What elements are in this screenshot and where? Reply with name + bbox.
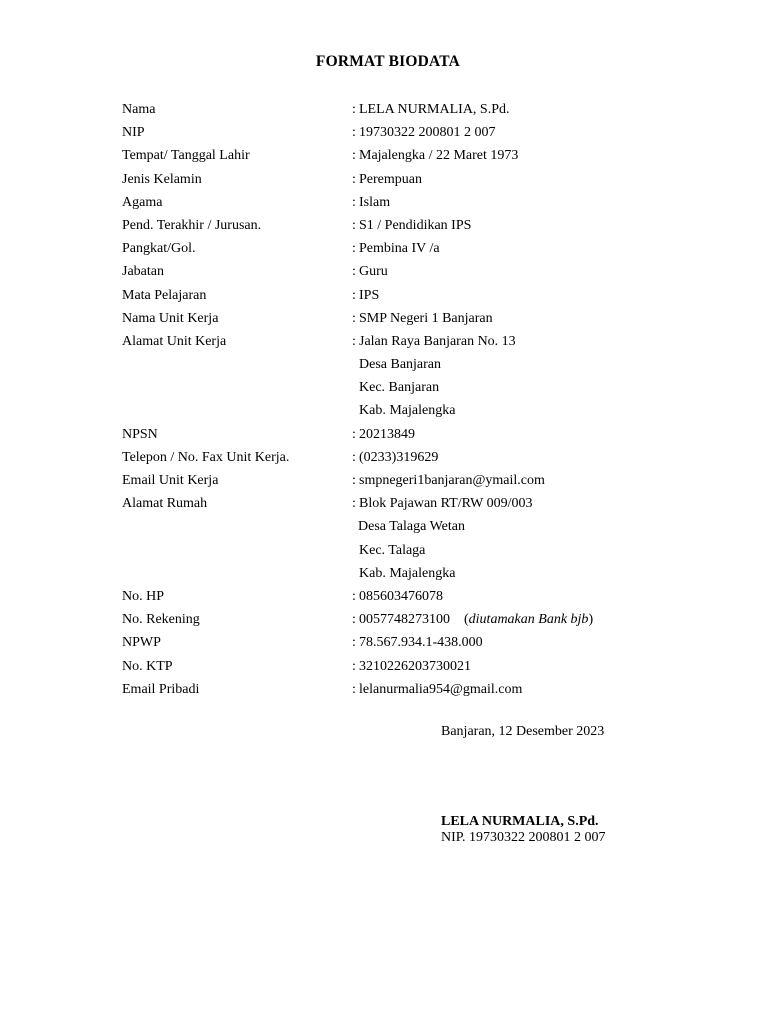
field-value: lelanurmalia954@gmail.com: [359, 681, 523, 697]
field-colon: :: [352, 148, 356, 164]
field-value: Majalengka / 22 Maret 1973: [359, 148, 519, 164]
field-value: 3210226203730021: [359, 658, 471, 674]
field-value: IPS: [359, 287, 380, 303]
signature-name: LELA NURMALIA, S.Pd.: [441, 814, 599, 829]
field-row-work-address-line: [122, 376, 682, 399]
field-row-birth: [122, 144, 682, 167]
field-value: 78.567.934.1-438.000: [359, 635, 483, 651]
field-value: Jalan Raya Banjaran No. 13: [359, 333, 516, 349]
field-colon: :: [352, 426, 356, 442]
field-colon: :: [352, 125, 356, 141]
field-value-continuation: Kec. Banjaran: [359, 380, 440, 396]
field-row-home-address: [122, 492, 682, 515]
field-value-continuation: Kec. Talaga: [359, 542, 426, 558]
signature-nip: NIP. 19730322 200801 2 007: [441, 830, 606, 845]
field-row-work-unit: [122, 307, 682, 330]
field-colon: :: [352, 310, 356, 326]
field-value: S1 / Pendidikan IPS: [359, 217, 472, 233]
field-value: Guru: [359, 264, 388, 280]
field-value: Blok Pajawan RT/RW 009/003: [359, 496, 533, 512]
field-colon: :: [352, 333, 356, 349]
field-colon: :: [352, 588, 356, 604]
field-row-phone-fax: [122, 446, 682, 469]
field-value-continuation: Desa Banjaran: [359, 357, 442, 373]
field-value: LELA NURMALIA, S.Pd.: [359, 102, 510, 117]
field-row-subject: [122, 284, 682, 307]
field-colon: :: [352, 171, 356, 187]
field-row-education: [122, 214, 682, 237]
field-label: Alamat Rumah: [122, 496, 208, 512]
field-row-work-address-line: [122, 353, 682, 376]
field-value: 0057748273100: [359, 612, 450, 628]
field-row-npsn: [122, 423, 682, 446]
field-colon: :: [352, 264, 356, 280]
field-row-gender: [122, 168, 682, 191]
field-label: No. Rekening: [122, 612, 200, 628]
field-row-home-address-line: [122, 539, 682, 562]
biodata-fields: [122, 98, 682, 701]
field-value-continuation: Kab. Majalengka: [359, 403, 456, 419]
field-row-work-address-line: [122, 399, 682, 422]
field-row-nip: [122, 121, 682, 144]
field-label: NIP: [122, 125, 145, 141]
signature-place-date: Banjaran, 12 Desember 2023: [441, 724, 605, 739]
field-row-religion: [122, 191, 682, 214]
field-colon: :: [352, 496, 356, 512]
field-colon: :: [352, 241, 356, 257]
field-value: 085603476078: [359, 588, 443, 604]
field-row-position: [122, 260, 682, 283]
field-row-personal-email: [122, 678, 682, 701]
field-colon: :: [352, 681, 356, 697]
field-value: Perempuan: [359, 171, 422, 187]
field-label: Jabatan: [122, 264, 164, 280]
field-value: smpnegeri1banjaran@ymail.com: [359, 473, 545, 488]
field-colon: :: [352, 658, 356, 674]
field-row-bank-account: [122, 608, 682, 631]
field-label: Alamat Unit Kerja: [122, 333, 227, 349]
field-label: No. KTP: [122, 658, 173, 674]
field-row-npwp: [122, 631, 682, 654]
field-colon: :: [352, 287, 356, 303]
field-value: (0233)319629: [359, 449, 439, 465]
field-row-rank: [122, 237, 682, 260]
field-row-home-address-line: [122, 515, 682, 538]
field-value-continuation: Kab. Majalengka: [359, 565, 456, 581]
note-paren-open: (: [464, 612, 469, 628]
field-value: 19730322 200801 2 007: [359, 125, 496, 141]
field-label: Telepon / No. Fax Unit Kerja.: [122, 449, 290, 465]
field-value-continuation: Desa Talaga Wetan: [358, 519, 465, 535]
document-title: FORMAT BIODATA: [315, 53, 461, 70]
field-label: Email Pribadi: [122, 681, 200, 697]
field-label: Mata Pelajaran: [122, 287, 207, 303]
field-colon: :: [352, 473, 356, 488]
field-label: Agama: [122, 194, 163, 210]
field-colon: :: [352, 635, 356, 651]
field-label: Pangkat/Gol.: [122, 241, 196, 257]
note-paren-close: ): [588, 612, 594, 628]
field-row-mobile: [122, 585, 682, 608]
field-label: Email Unit Kerja: [122, 473, 219, 488]
field-label: Pend. Terakhir / Jurusan.: [122, 217, 262, 233]
field-row-home-address-line: [122, 562, 682, 585]
field-value: Islam: [359, 194, 391, 210]
field-label: Jenis Kelamin: [122, 171, 202, 187]
field-label: Nama: [122, 102, 156, 117]
field-colon: :: [352, 449, 356, 465]
field-colon: :: [352, 102, 356, 117]
bank-note: diutamakan Bank bjb: [468, 612, 589, 628]
field-label: Nama Unit Kerja: [122, 310, 219, 326]
field-label: No. HP: [122, 588, 165, 604]
field-value: Pembina IV /a: [359, 241, 440, 257]
field-row-ktp: [122, 655, 682, 678]
field-row-work-email: [122, 469, 682, 492]
field-colon: :: [352, 612, 356, 628]
field-label: Tempat/ Tanggal Lahir: [122, 148, 250, 164]
field-label: NPSN: [122, 426, 158, 442]
field-label: NPWP: [122, 635, 161, 651]
field-value: 20213849: [359, 426, 415, 442]
field-value: SMP Negeri 1 Banjaran: [359, 310, 493, 326]
field-colon: :: [352, 217, 356, 233]
field-row-work-address: [122, 330, 682, 353]
field-row-nama: [122, 98, 682, 121]
field-colon: :: [352, 194, 356, 210]
field-value-group: [359, 608, 593, 631]
